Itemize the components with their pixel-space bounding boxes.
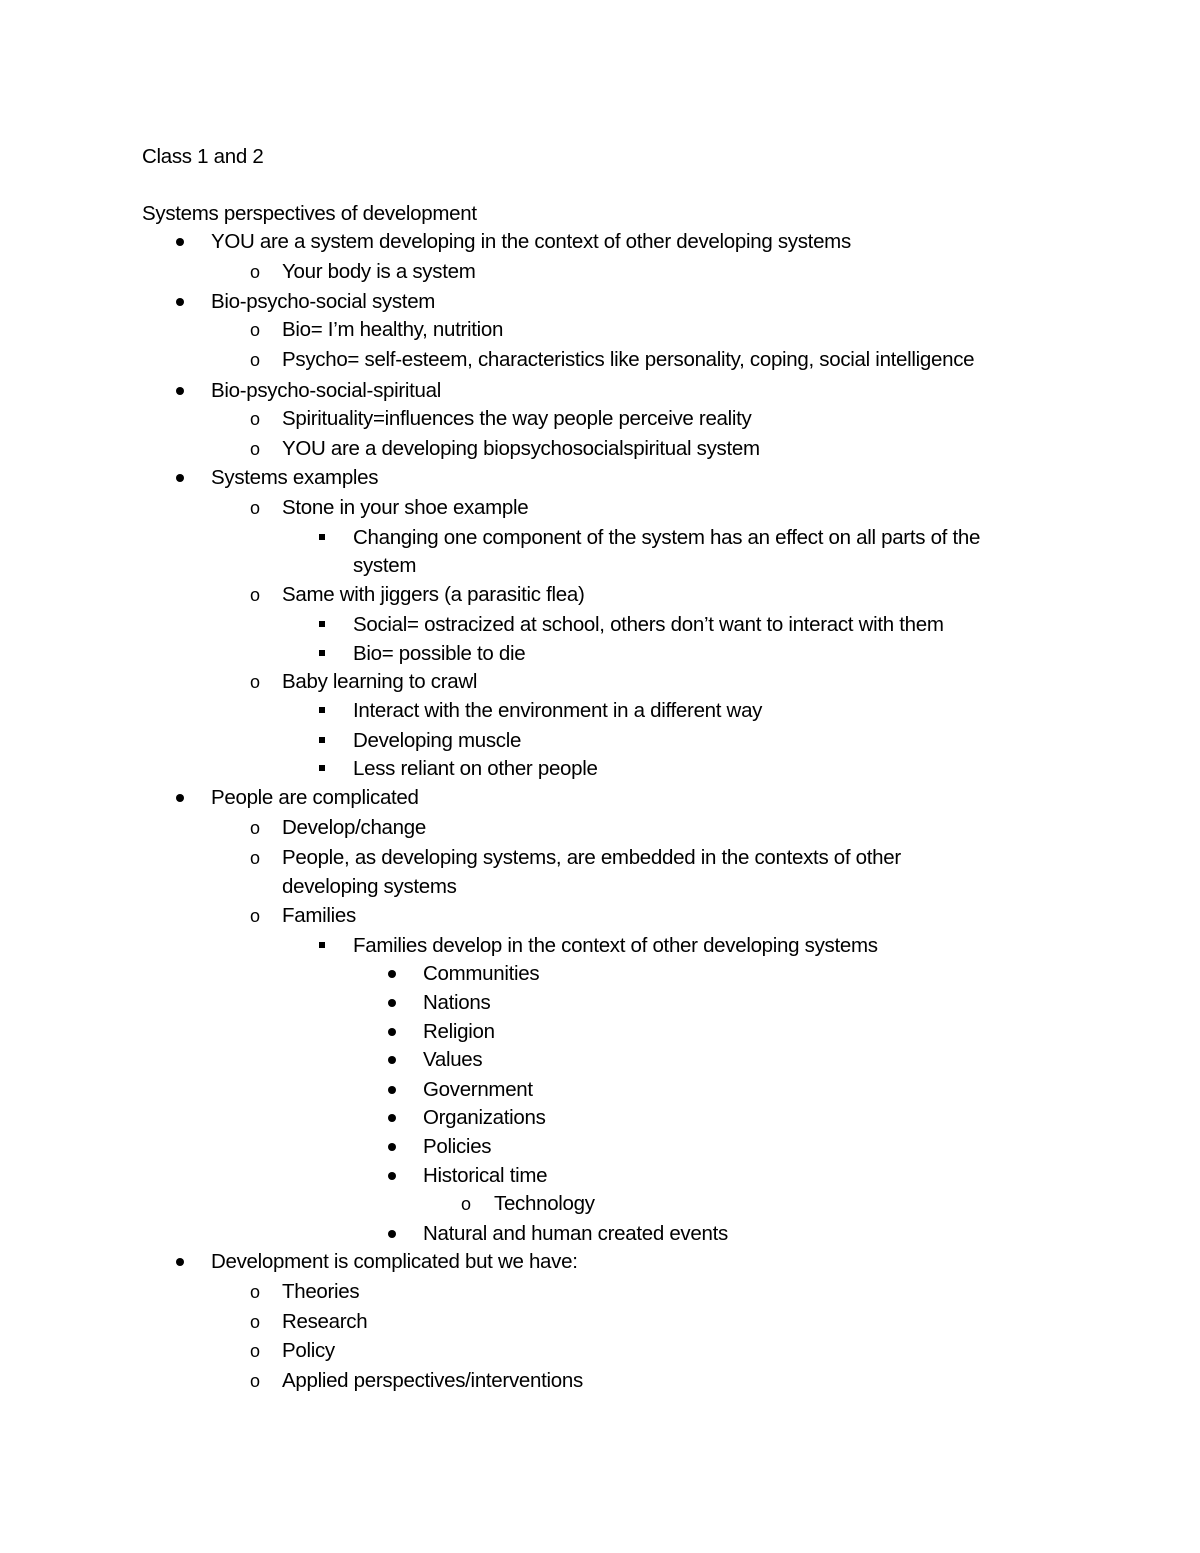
- bullet-dot-icon: [176, 474, 184, 482]
- list-item: Same with jiggers (a parasitic flea): [282, 583, 585, 606]
- list-item: Bio= I’m healthy, nutrition: [282, 318, 504, 341]
- bullet-square-icon: [319, 650, 325, 656]
- bullet-circle-icon: o: [250, 818, 261, 838]
- list-item: Families develop in the context of other developing systems: [353, 934, 878, 957]
- list-item: Bio= possible to die: [353, 642, 526, 665]
- bullet-circle-icon: o: [250, 906, 261, 926]
- list-item: Develop/change: [282, 816, 426, 839]
- bullet-circle-icon: o: [250, 672, 261, 692]
- bullet-circle-icon: o: [250, 350, 261, 370]
- bullet-circle-icon: o: [250, 1371, 261, 1391]
- document-title: Class 1 and 2: [142, 145, 264, 168]
- bullet-circle-icon: o: [250, 498, 261, 518]
- list-item: Systems examples: [211, 466, 379, 489]
- bullet-circle-icon: o: [250, 848, 261, 868]
- list-item: Spirituality=influences the way people perceive reality: [282, 407, 752, 430]
- bullet-dot-icon: [388, 1086, 396, 1094]
- bullet-dot-icon: [388, 1230, 396, 1238]
- bullet-circle-icon: o: [250, 1341, 261, 1361]
- list-item: Government: [423, 1078, 533, 1101]
- list-item: YOU are a system developing in the context of other developing systems: [211, 230, 851, 253]
- list-item: Technology: [494, 1192, 595, 1215]
- list-item: Psycho= self-esteem, characteristics like personality, coping, social intelligence: [282, 348, 975, 371]
- list-item: Research: [282, 1310, 368, 1333]
- list-item: Development is complicated but we have:: [211, 1250, 578, 1273]
- bullet-square-icon: [319, 942, 325, 948]
- list-item: Changing one component of the system has an effect on all parts of the: [353, 526, 981, 549]
- list-item: YOU are a developing biopsychosocialspiritual system: [282, 437, 760, 460]
- bullet-circle-icon: o: [250, 1312, 261, 1332]
- bullet-circle-icon: o: [250, 1282, 261, 1302]
- bullet-square-icon: [319, 765, 325, 771]
- list-item: Policy: [282, 1339, 335, 1362]
- list-item: Interact with the environment in a different way: [353, 699, 763, 722]
- bullet-square-icon: [319, 737, 325, 743]
- bullet-square-icon: [319, 707, 325, 713]
- list-item: Theories: [282, 1280, 360, 1303]
- list-item: Social= ostracized at school, others don’t want to interact with them: [353, 613, 944, 636]
- bullet-circle-icon: o: [250, 320, 261, 340]
- bullet-dot-icon: [388, 1056, 396, 1064]
- list-item: Historical time: [423, 1164, 548, 1187]
- bullet-dot-icon: [176, 387, 184, 395]
- list-item: Religion: [423, 1020, 495, 1043]
- list-item: Baby learning to crawl: [282, 670, 478, 693]
- bullet-dot-icon: [176, 1258, 184, 1266]
- bullet-dot-icon: [176, 794, 184, 802]
- list-item: Stone in your shoe example: [282, 496, 529, 519]
- bullet-square-icon: [319, 621, 325, 627]
- bullet-circle-icon: o: [250, 439, 261, 459]
- list-item: Natural and human created events: [423, 1222, 728, 1245]
- bullet-dot-icon: [388, 1172, 396, 1180]
- bullet-circle-icon: o: [250, 585, 261, 605]
- list-item: Your body is a system: [282, 260, 476, 283]
- list-item: Bio-psycho-social system: [211, 290, 436, 313]
- bullet-dot-icon: [388, 1114, 396, 1122]
- bullet-dot-icon: [388, 1028, 396, 1036]
- bullet-circle-icon: o: [250, 409, 261, 429]
- list-item: Policies: [423, 1135, 492, 1158]
- bullet-dot-icon: [388, 999, 396, 1007]
- list-item: Values: [423, 1048, 483, 1071]
- bullet-circle-icon: o: [250, 262, 261, 282]
- list-item: Less reliant on other people: [353, 757, 598, 780]
- list-item: Applied perspectives/interventions: [282, 1369, 583, 1392]
- list-item-continuation: developing systems: [282, 875, 457, 898]
- bullet-square-icon: [319, 534, 325, 540]
- bullet-dot-icon: [388, 1143, 396, 1151]
- list-item: Organizations: [423, 1106, 546, 1129]
- list-item: Developing muscle: [353, 729, 522, 752]
- list-item: Communities: [423, 962, 540, 985]
- section-heading: Systems perspectives of development: [142, 202, 477, 225]
- bullet-dot-icon: [176, 238, 184, 246]
- bullet-circle-icon: o: [461, 1194, 472, 1214]
- bullet-dot-icon: [388, 970, 396, 978]
- list-item: People, as developing systems, are embedded in the contexts of other: [282, 846, 901, 869]
- list-item: People are complicated: [211, 786, 419, 809]
- list-item: Nations: [423, 991, 491, 1014]
- list-item: Bio-psycho-social-spiritual: [211, 379, 442, 402]
- list-item-continuation: system: [353, 554, 417, 577]
- bullet-dot-icon: [176, 298, 184, 306]
- list-item: Families: [282, 904, 356, 927]
